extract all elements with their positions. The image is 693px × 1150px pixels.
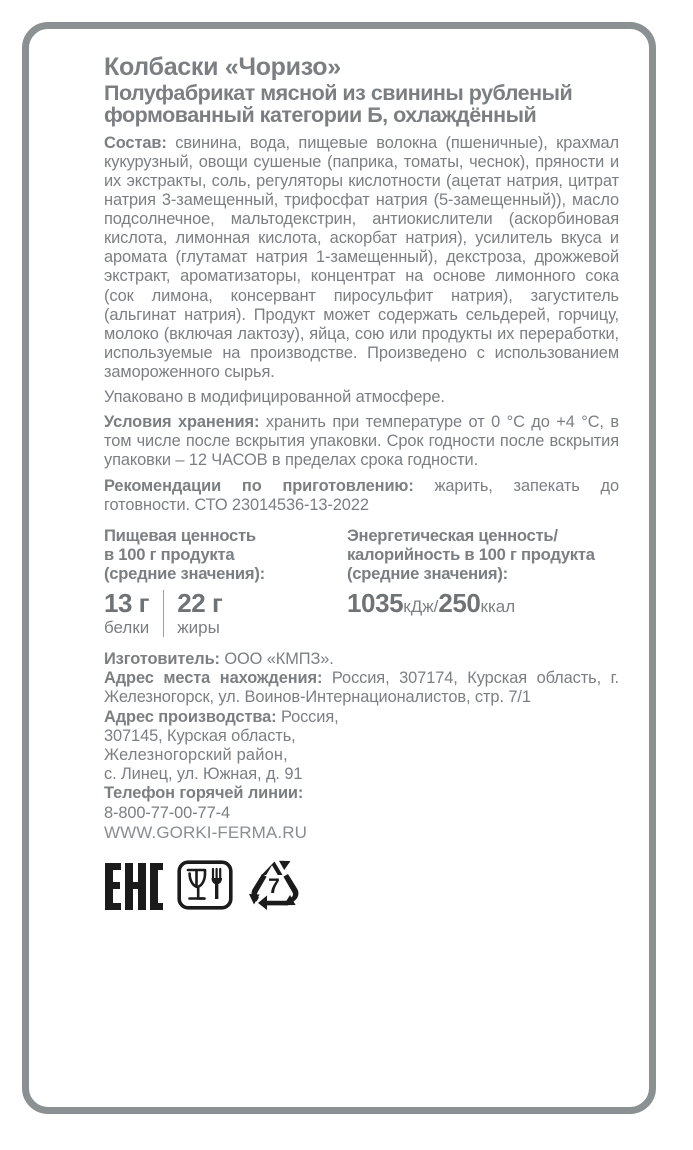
website-url: WWW.GORKI-FERMA.RU: [104, 822, 307, 842]
ingredients-text: свинина, вода, пищевые волокна (пшеничные), крахмал кукурузный, овощи сушеные (паприка, томаты, чеснок), пряности и их экстракты, соль, регуляторы кислотности (ацетат натрия, цитрат натрия 3-замещенный, трифосфат натрия (5-замещенный)), масло подсолнечное, мальтодекстрин, антиокислители (аскорбиновая кислота, лимонная кислота, аскорбат натрия), усилитель вкуса и аромата (глутамат натрия 1-замещенный), декстроза, дрожжевой экстракт, ароматизаторы, концентрат на основе лимонного сока (сок лимона, консервант пиросульфит натрия), загуститель (альгинат натрия). Продукт может содержать сельдерей, горчицу, молоко (включая лактозу), яйца, сою или продукты их переработки, используемые на производстве. Произведено с использованием замороженного сырья.: [104, 133, 619, 382]
energy-value-heading-line-3: (средние значения):: [347, 564, 508, 584]
hotline-heading: [104, 784, 619, 803]
energy-kcal-unit: ккал: [480, 596, 516, 616]
energy-values-line: [347, 587, 619, 618]
storage-heading: Условия хранения:: [104, 413, 260, 432]
packaging-note: Упаковано в модифицированной атмосфере.: [104, 388, 445, 407]
legal-address-heading: Адрес места нахождения:: [104, 669, 323, 688]
ingredients-heading: Состав:: [104, 133, 167, 152]
legal-address-text: Россия, 307174, Курская область, г. Железногорск, ул. Воинов-Интернационалистов, стр. 7/1: [104, 669, 619, 707]
product-subtitle-line-1: Полуфабрикат мясной из свинины рубленый: [104, 81, 573, 105]
nutrition-value-heading-line-2: в 100 г продукта: [104, 545, 235, 565]
production-address-line-1: [104, 708, 619, 727]
manufacturer-heading: Изготовитель:: [104, 650, 220, 669]
production-address-text-1: Россия,: [276, 707, 339, 726]
label-content: [104, 53, 619, 915]
protein-value: 13 г: [104, 587, 149, 618]
manufacturer-line: [104, 650, 619, 669]
legal-address-line: [104, 669, 619, 707]
cooking-heading: Рекомендации по приготовлению:: [104, 476, 414, 495]
fat-label: жиры: [177, 617, 220, 637]
nutrition-values-row: [104, 587, 619, 638]
fat-cell: [163, 587, 235, 638]
production-address-line-2: 307145, Курская область,: [104, 726, 296, 745]
food-safe-glass-fork-icon: [177, 860, 233, 915]
hotline-heading-text: Телефон горячей линии:: [104, 784, 304, 803]
production-address-heading: Адрес производства:: [104, 707, 277, 726]
storage-paragraph: [104, 413, 619, 470]
energy-kj-unit: кДж: [403, 596, 434, 616]
nutrition-value-heading: [104, 526, 347, 584]
production-address-line-3: Железногорский район,: [104, 745, 288, 764]
recycling-mobius-icon: [246, 860, 304, 915]
product-label-card: [22, 22, 656, 1114]
product-name: Колбаски «Чоризо»: [104, 53, 341, 81]
nutrition-value-heading-line-3: (средние значения):: [104, 564, 265, 584]
protein-label: белки: [104, 617, 150, 637]
manufacturer-block: [104, 650, 619, 843]
nutrition-headings-row: [104, 526, 619, 584]
manufacturer-text: ООО «КМПЗ».: [219, 650, 334, 669]
energy-kcal-value: 250: [438, 587, 481, 618]
nutrition-value-heading-line-1: Пищевая ценность: [104, 525, 256, 545]
hotline-number: 8-800-77-00-77-4: [104, 803, 230, 822]
storage-text: хранить при температуре от 0 °C до +4 °C, в том числе после вскрытия упаковки. Срок годности после вскрытия упаковки – 12 ЧАСОВ в пределах срока годности.: [104, 413, 619, 470]
product-subtitle: [104, 82, 619, 127]
product-subtitle-line-2: формованный категории Б, охлаждённый: [104, 103, 537, 128]
certification-icons-row: [104, 860, 619, 915]
energy-separator: /: [433, 596, 439, 616]
energy-value-heading-line-1: Энергетическая ценность/: [347, 525, 558, 545]
energy-kj-value: 1035: [347, 587, 404, 618]
fat-value: 22 г: [177, 587, 223, 618]
production-address-line-4: с. Линец, ул. Южная, д. 91: [104, 765, 303, 784]
energy-value-heading-line-2: калорийность в 100 г продукта: [347, 545, 595, 565]
macronutrient-group: [104, 587, 347, 638]
eac-mark-icon: [104, 863, 164, 915]
cooking-text: жарить, запекать до готовности. СТО 23014536-13-2022: [104, 476, 620, 514]
recycle-code-number: 7: [268, 875, 280, 899]
ingredients-paragraph: [104, 134, 619, 382]
energy-cell: [347, 587, 619, 638]
protein-cell: [104, 587, 162, 638]
cooking-paragraph: [104, 477, 619, 515]
energy-value-heading: [347, 526, 619, 584]
